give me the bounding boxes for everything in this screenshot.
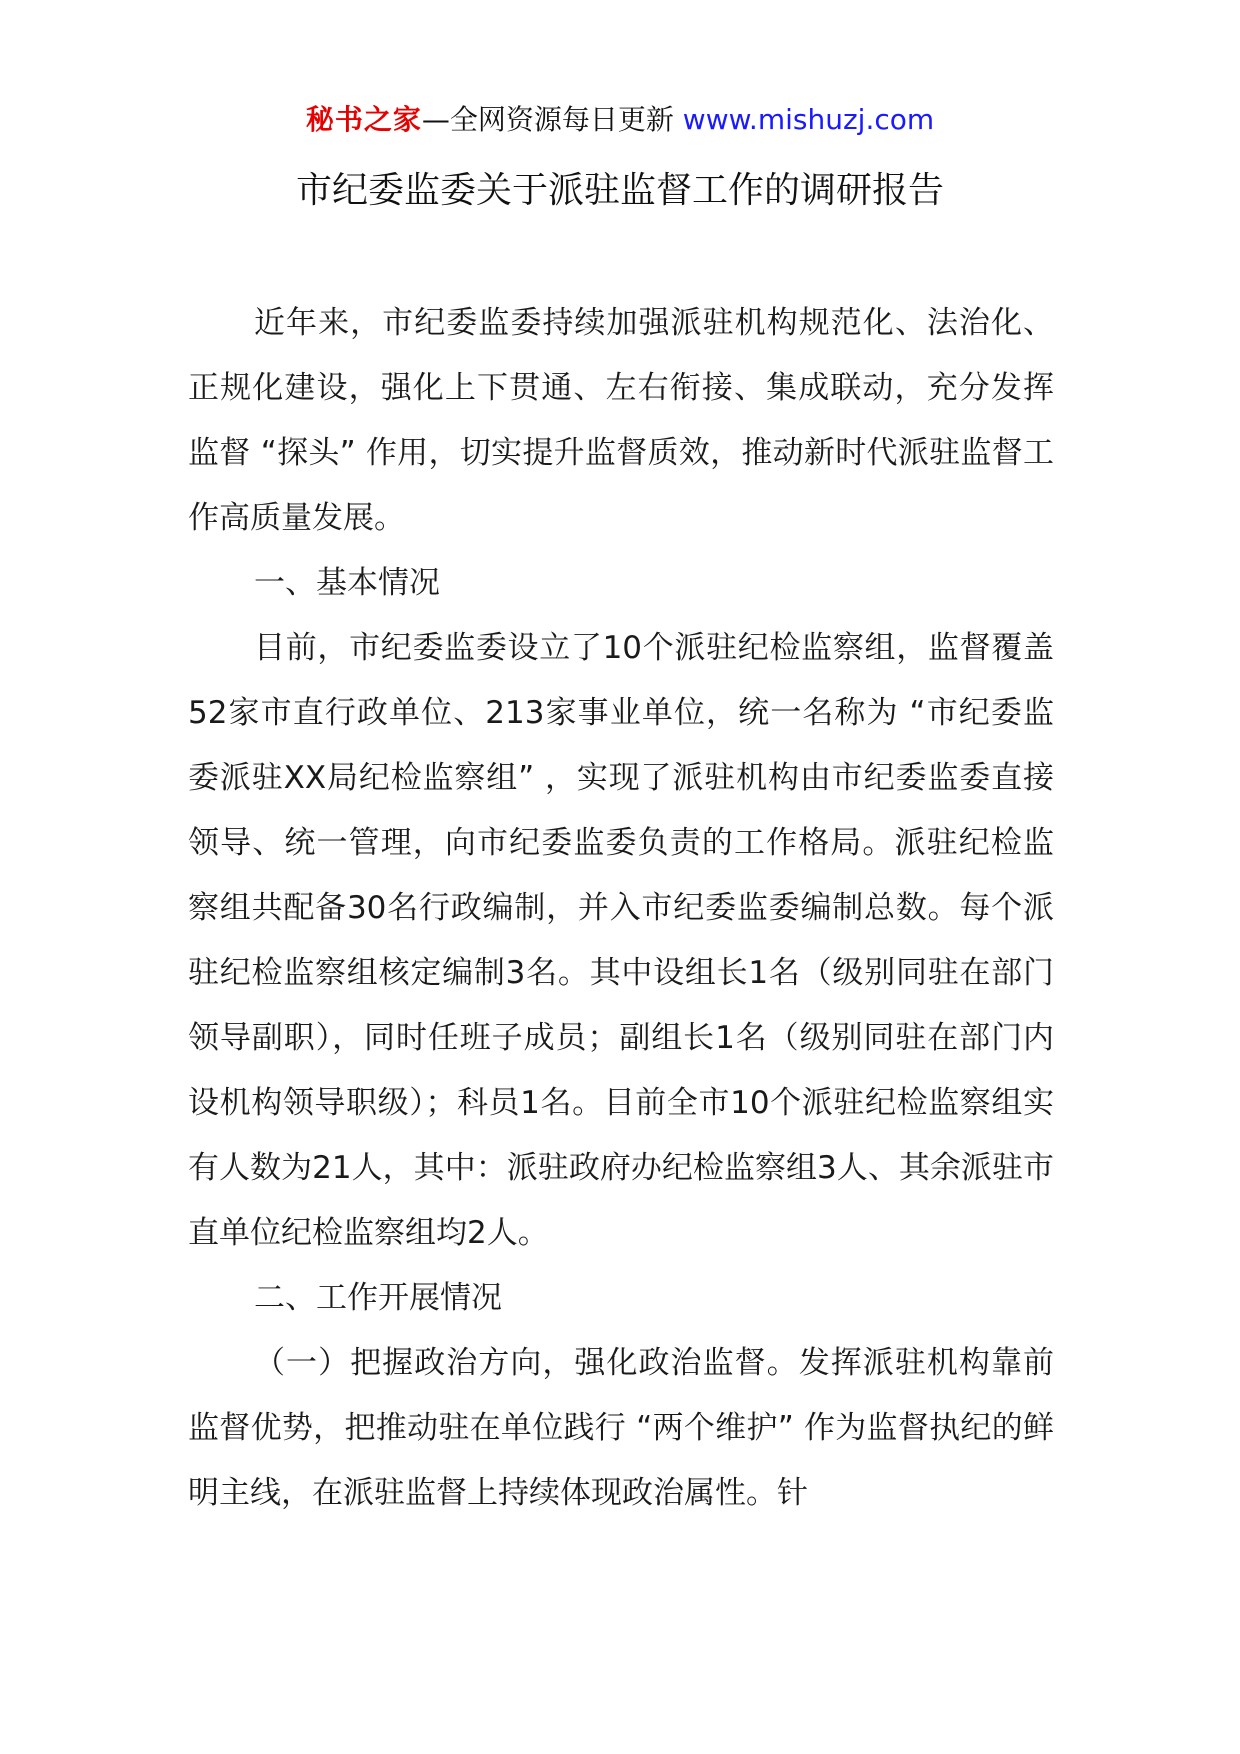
document-title: 市纪委监委关于派驻监督工作的调研报告 — [295, 170, 944, 211]
site-url-link[interactable]: www.mishuzj.com — [682, 103, 935, 136]
paragraph-basic-situation: 目前，市纪委监委设立了10个派驻纪检监察组，监督覆盖52家市直行政单位、213家事业单位，统一名称为 “市纪委监委派驻XX局纪检监察组” ，实现了派驻机构由市纪委监委直接领导、统一管理，向市纪委监委负责的工作格局。派驻纪检监察组共配备30名行政编制，并入市纪委监委编制总数。每个派驻纪检监察组核定编制3名。其中设组长1名（级别同驻在部门领导副职），同时任班子成员；副组长1名（级别同驻在部门内设机构领导职级）；科员1名。目前全市10个派驻纪检监察组实有人数为21人，其中：派驻政府办纪检监察组3人、其余派驻市直单位纪检监察组均2人。 — [188, 630, 1054, 1251]
brand-name: 秘书之家 — [305, 103, 422, 136]
site-header — [0, 100, 1240, 140]
section-heading-basic-situation: 一、基本情况 — [254, 565, 440, 601]
paragraph-political-supervision: （一）把握政治方向，强化政治监督。发挥派驻机构靠前监督优势，把推动驻在单位践行 “两个维护” 作为监督执纪的鲜明主线，在派驻监督上持续体现政治属性。针 — [188, 1345, 1054, 1511]
paragraph-intro: 近年来，市纪委监委持续加强派驻机构规范化、法治化、正规化建设，强化上下贯通、左右衔接、集成联动，充分发挥监督 “探头” 作用，切实提升监督质效，推动新时代派驻监督工作高质量发展。 — [188, 305, 1054, 536]
section-heading-work-progress: 二、工作开展情况 — [254, 1280, 502, 1316]
document-body — [188, 291, 1054, 1526]
site-tagline: —全网资源每日更新 — [421, 103, 674, 136]
